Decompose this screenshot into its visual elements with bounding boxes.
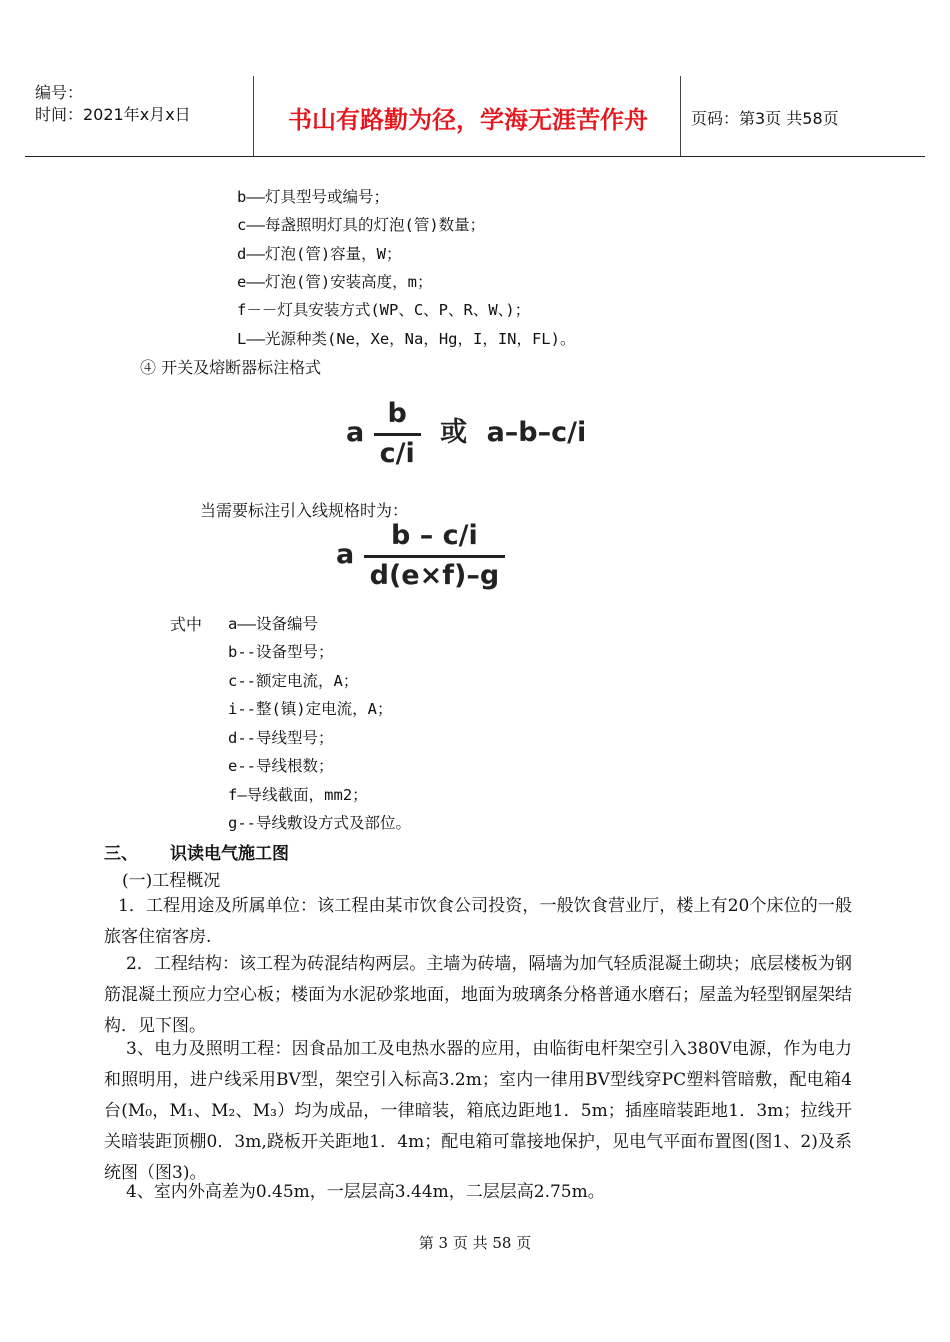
page-header [25, 76, 925, 157]
equip-def-i: i--整(镇)定电流，A； [228, 700, 393, 718]
equip-def-c: c--额定电流，A； [228, 672, 359, 690]
paragraph-2: 2．工程结构：该工程为砖混结构两层。主墙为砖墙，隔墙为加气轻质混凝土砌块；底层楼板为钢筋混凝土预应力空心板；楼面为水泥砂浆地面，地面为玻璃条分格普通水磨石；屋盖为轻型钢屋架结构．见下图。 [104, 954, 852, 1036]
paragraph-4: 4、室内外高差为0.45m，一层层高3.44m，二层层高2.75m。 [126, 1182, 605, 1202]
section-three-title: 识读电气施工图 [170, 844, 289, 864]
formula-or: 或 [440, 417, 468, 448]
lead-in-text: 当需要标注引入线规格时为： [200, 501, 409, 520]
paragraph-1: 1．工程用途及所属单位：该工程由某市饮食公司投资，一般饮食营业厅，楼上有20个床位的一般旅客住宿客房. [104, 896, 852, 947]
lamp-def-b: b——灯具型号或编号； [237, 188, 389, 206]
page-footer: 第 3 页 共 58 页 [418, 1234, 532, 1252]
equip-def-d: d--导线型号； [228, 729, 334, 747]
formula-fraction [374, 398, 421, 469]
paragraph-3: 3、电力及照明工程：因食品加工及电热水器的应用，由临街电杆架空引入380V电源，作为电力和照明用，进户线采用BV型，架空引入标高3.2m；室内一律用BV型线穿PC塑料管暗敷，配电箱4台(M₀，M₁、M₂、M₃）均为成品，一律暗装，箱底边距地1．5m；插座暗装距地1．3m；拉线开关暗装距顶棚0．3m,跷板开关距地1．4m；配电箱可靠接地保护，见电气平面布置图(图1、2)及系统图（图3)。 [104, 1039, 852, 1183]
formula-denominator: d(e×f)–g [369, 560, 500, 591]
lamp-def-f: f－－灯具安装方式(WP、C、P、R、W、)； [237, 301, 531, 319]
equip-def-g: g--导线敷设方式及部位。 [228, 814, 411, 832]
header-motto: 书山有路勤为径，学海无涯苦作舟 [288, 105, 648, 134]
equip-def-e: e--导线根数； [228, 757, 334, 775]
formula-a: a [346, 417, 365, 448]
lamp-def-c: c——每盏照明灯具的灯泡(管)数量； [237, 216, 486, 234]
header-divider [680, 76, 681, 156]
lamp-def-l: L——光源种类(Ne，Xe，Na，Hg，I，IN，FL)。 [237, 330, 576, 348]
formula-numerator: b – c/i [391, 520, 478, 551]
formula-alt: a–b–c/i [486, 417, 587, 448]
header-page-label: 页码：第3页 共58页 [691, 109, 839, 128]
formula-fraction [364, 520, 506, 591]
equip-def-a: a——设备编号 [228, 615, 318, 633]
equip-def-f: f—导线截面，mm2； [228, 786, 368, 804]
equip-def-b: b--设备型号； [228, 643, 334, 661]
formula-switch [346, 398, 586, 469]
formula-numerator: b [387, 398, 407, 429]
lamp-def-e: e——灯泡(管)安装高度，m； [237, 273, 433, 291]
formula-denominator: c/i [379, 438, 415, 469]
time-label: 时间：2021年x月x日 [35, 105, 191, 124]
equip-intro: 式中 [170, 615, 203, 634]
sub-heading: (一)工程概况 [122, 871, 221, 891]
number-label: 编号： [35, 83, 84, 102]
header-left [35, 82, 191, 126]
lamp-def-d: d——灯泡(管)容量，W； [237, 245, 402, 263]
switch-heading: ④ 开关及熔断器标注格式 [140, 358, 322, 377]
section-three-number: 三、 [104, 844, 138, 864]
header-divider [253, 76, 254, 156]
formula-lead-in [336, 520, 505, 591]
formula-a: a [336, 539, 355, 570]
